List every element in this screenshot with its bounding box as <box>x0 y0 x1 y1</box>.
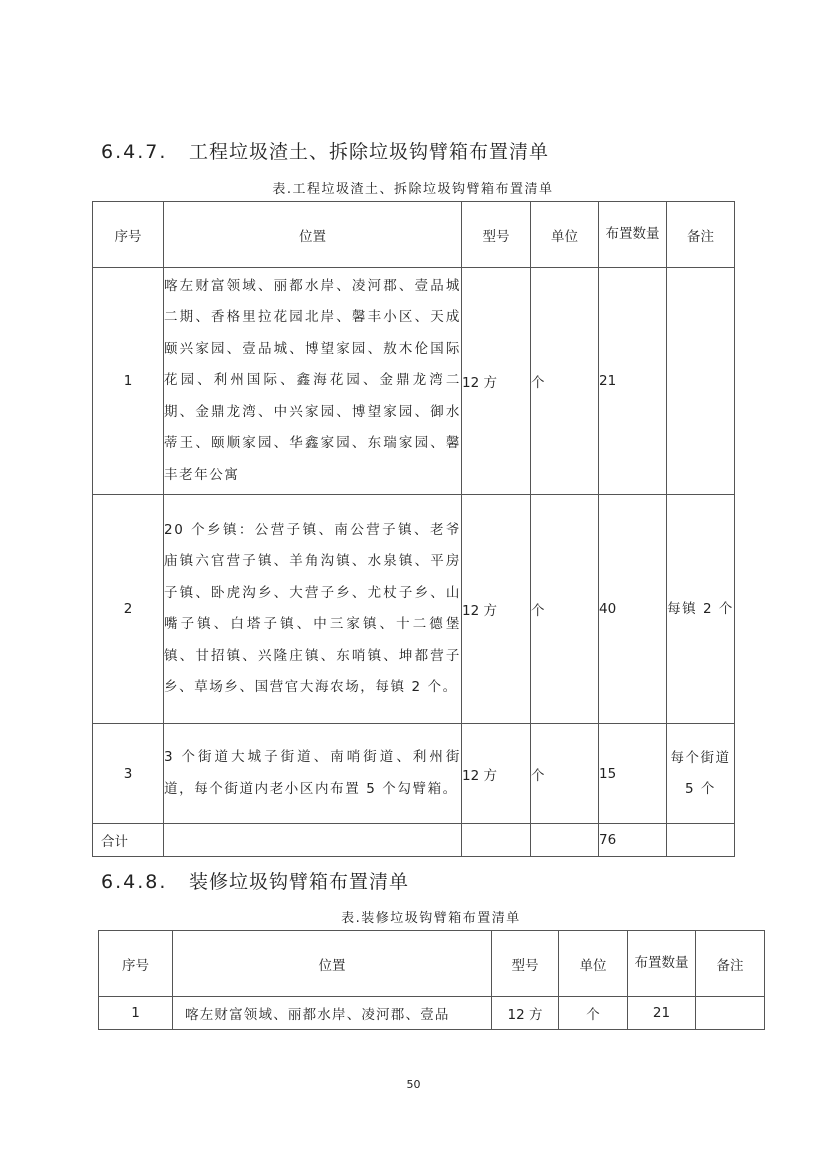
row-model: 12 方 <box>492 997 559 1030</box>
row-note: 每个街道 5 个 <box>667 724 735 824</box>
row-unit: 个 <box>531 268 599 495</box>
section-number: 6.4.8. <box>101 871 168 893</box>
row-seq: 2 <box>93 495 164 724</box>
header-note: 备注 <box>667 202 735 268</box>
row-unit: 个 <box>531 495 599 724</box>
header-model: 型号 <box>462 202 531 268</box>
page-number: 50 <box>406 1078 421 1091</box>
hook-arm-box-table-2 <box>98 930 765 1030</box>
row-unit: 个 <box>531 724 599 824</box>
row-seq: 3 <box>93 724 164 824</box>
row-qty: 21 <box>599 268 667 495</box>
section-title: 工程垃圾渣土、拆除垃圾钩臂箱布置清单 <box>189 141 550 163</box>
table-row <box>93 495 735 724</box>
table-caption: 表.装修垃圾钩臂箱布置清单 <box>341 911 521 926</box>
table-row <box>93 268 735 495</box>
hook-arm-box-table-1 <box>92 201 735 857</box>
table-caption: 表.工程垃圾渣土、拆除垃圾钩臂箱布置清单 <box>272 182 554 197</box>
total-empty-cell <box>667 824 735 857</box>
total-label: 合计 <box>93 824 164 857</box>
header-location: 位置 <box>173 931 492 997</box>
table-header-row <box>93 202 735 268</box>
row-unit: 个 <box>559 997 628 1030</box>
header-model: 型号 <box>492 931 559 997</box>
row-location: 喀左财富领域、丽都水岸、凌河郡、壹品城二期、香格里拉花园北岸、馨丰小区、天成颐兴家园、壹品城、博望家园、敖木伦国际花园、利州国际、鑫海花园、金鼎龙湾二期、金鼎龙湾、中兴家园、博望家园、御水蒂王、颐顺家园、华鑫家园、东瑞家园、馨丰老年公寓 <box>164 268 462 495</box>
total-empty-cell <box>462 824 531 857</box>
section-heading-6-4-8 <box>101 867 409 894</box>
table-header-row <box>99 931 765 997</box>
total-empty-cell <box>531 824 599 857</box>
header-seq: 序号 <box>99 931 173 997</box>
row-model: 12 方 <box>462 268 531 495</box>
table-row <box>99 997 765 1030</box>
total-empty-cell <box>164 824 462 857</box>
section-number: 6.4.7. <box>101 141 168 163</box>
row-note <box>667 268 735 495</box>
row-location: 喀左财富领域、丽都水岸、凌河郡、壹品 <box>173 997 492 1030</box>
total-qty: 76 <box>599 824 667 857</box>
row-qty: 21 <box>628 997 696 1030</box>
header-seq: 序号 <box>93 202 164 268</box>
header-qty: 布置数量 <box>628 931 696 997</box>
header-unit: 单位 <box>531 202 599 268</box>
row-seq: 1 <box>93 268 164 495</box>
header-note: 备注 <box>696 931 765 997</box>
row-qty: 40 <box>599 495 667 724</box>
row-location: 20 个乡镇：公营子镇、南公营子镇、老爷庙镇六官营子镇、羊角沟镇、水泉镇、平房子镇、卧虎沟乡、大营子乡、尤杖子乡、山嘴子镇、白塔子镇、中三家镇、十二德堡镇、甘招镇、兴隆庄镇、东哨镇、坤都营子乡、草场乡、国营官大海农场，每镇 2 个。 <box>164 495 462 724</box>
header-qty: 布置数量 <box>599 202 667 268</box>
row-note <box>696 997 765 1030</box>
row-model: 12 方 <box>462 495 531 724</box>
row-qty: 15 <box>599 724 667 824</box>
section-title: 装修垃圾钩臂箱布置清单 <box>189 871 410 893</box>
header-unit: 单位 <box>559 931 628 997</box>
header-location: 位置 <box>164 202 462 268</box>
section-heading-6-4-7 <box>101 137 549 164</box>
row-note: 每镇 2 个 <box>667 495 735 724</box>
table-row <box>93 724 735 824</box>
table-total-row <box>93 824 735 857</box>
row-seq: 1 <box>99 997 173 1030</box>
row-location: 3 个街道大城子街道、南哨街道、利州街道，每个街道内老小区内布置 5 个勾臂箱。 <box>164 724 462 824</box>
row-model: 12 方 <box>462 724 531 824</box>
